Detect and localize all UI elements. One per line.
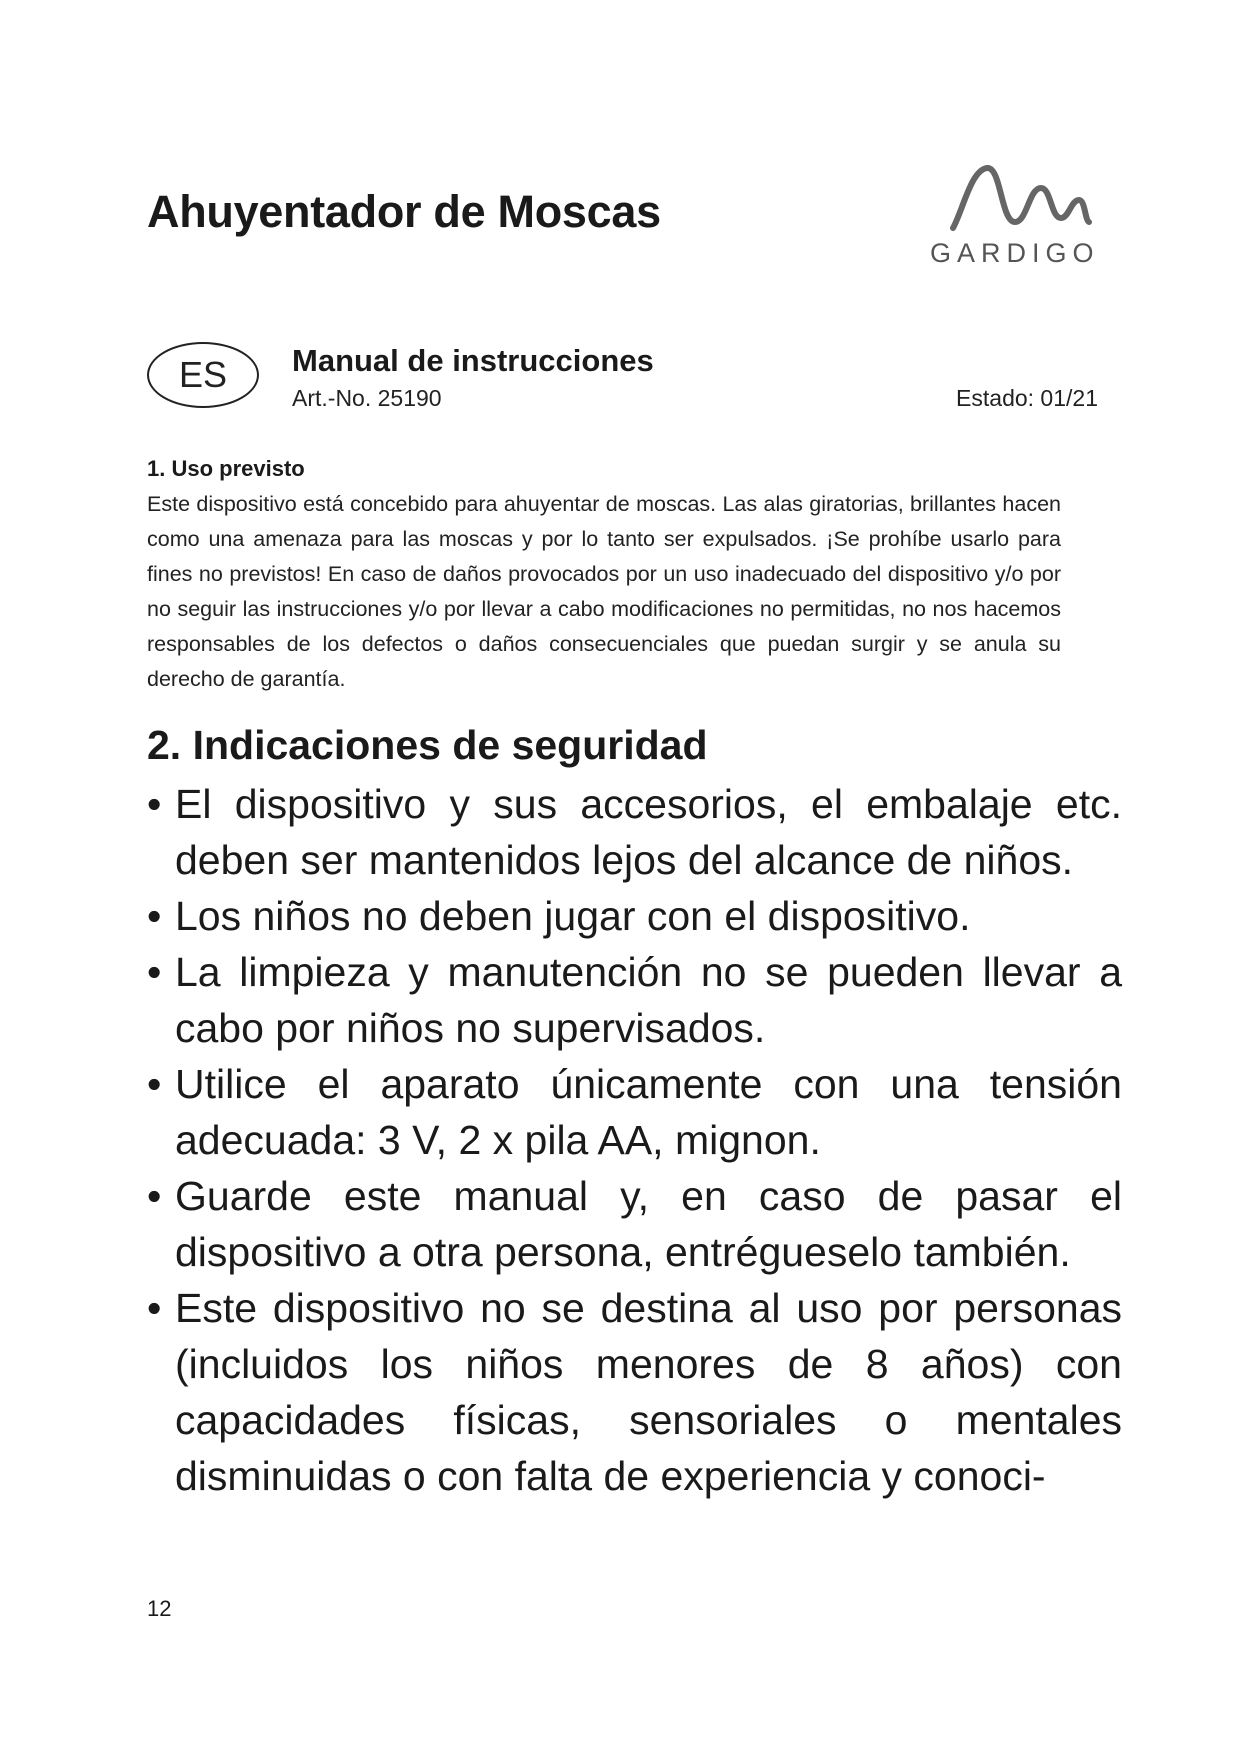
bullet-icon: • [147, 781, 162, 827]
safety-item-text: Utilice el aparato únicamente con una tensión adecuada: 3 V, 2 x pila AA, mignon. [175, 1061, 1122, 1163]
safety-item-text: La limpieza y manutención no se pueden llevar a cabo por niños no supervisados. [175, 949, 1122, 1051]
bullet-icon: • [147, 1061, 162, 1107]
safety-item [147, 1280, 1122, 1504]
section-2-heading: 2. Indicaciones de seguridad [147, 722, 708, 768]
safety-item-text: Este dispositivo no se destina al uso por personas (incluidos los niños menores de 8 años) con capacidades físicas, sensoriales o mentales disminuidas o con falta de experiencia y conoci- [175, 1285, 1122, 1499]
bullet-icon: • [147, 1173, 162, 1219]
safety-item [147, 776, 1122, 888]
logo-text: GARDIGO [930, 238, 1100, 268]
bullet-icon: • [147, 949, 162, 995]
safety-item [147, 888, 1122, 944]
safety-item [147, 1056, 1122, 1168]
bullet-icon: • [147, 1285, 162, 1331]
safety-item-text: Los niños no deben jugar con el dispositivo. [175, 893, 971, 939]
page-number: 12 [147, 1596, 172, 1621]
safety-item [147, 944, 1122, 1056]
safety-item-text: Guarde este manual y, en caso de pasar el dispositivo a otra persona, entrégueselo también. [175, 1173, 1122, 1275]
bullet-icon: • [147, 893, 162, 939]
section-1-body: Este dispositivo está concebido para ahuyentar de moscas. Las alas giratorias, brillantes hacen como una amenaza para las moscas y por lo tanto ser expulsados. ¡Se prohíbe usarlo para fines no previstos! En caso de daños provocados por un uso inadecuado del dispositivo y/o por no seguir las instrucciones y/o por llevar a cabo modificaciones no permitidas, no nos hacemos responsables de los defectos o daños consecuenciales que puedan surgir y se anula su derecho de garantía. [147, 492, 1061, 691]
document-status: Estado: 01/21 [956, 385, 1098, 411]
safety-item [147, 1168, 1122, 1280]
manual-title: Manual de instrucciones [292, 343, 654, 378]
page-title: Ahuyentador de Moscas [147, 186, 661, 237]
section-1-heading: 1. Uso previsto [147, 456, 305, 481]
language-badge: ES [147, 342, 259, 408]
gardigo-wave-logo-icon [945, 160, 1095, 235]
gardigo-logo [925, 160, 1125, 275]
article-number: Art.-No. 25190 [292, 385, 442, 411]
safety-item-text: El dispositivo y sus accesorios, el embalaje etc. deben ser mantenidos lejos del alcance de niños. [175, 781, 1122, 883]
safety-list [147, 776, 1122, 1504]
